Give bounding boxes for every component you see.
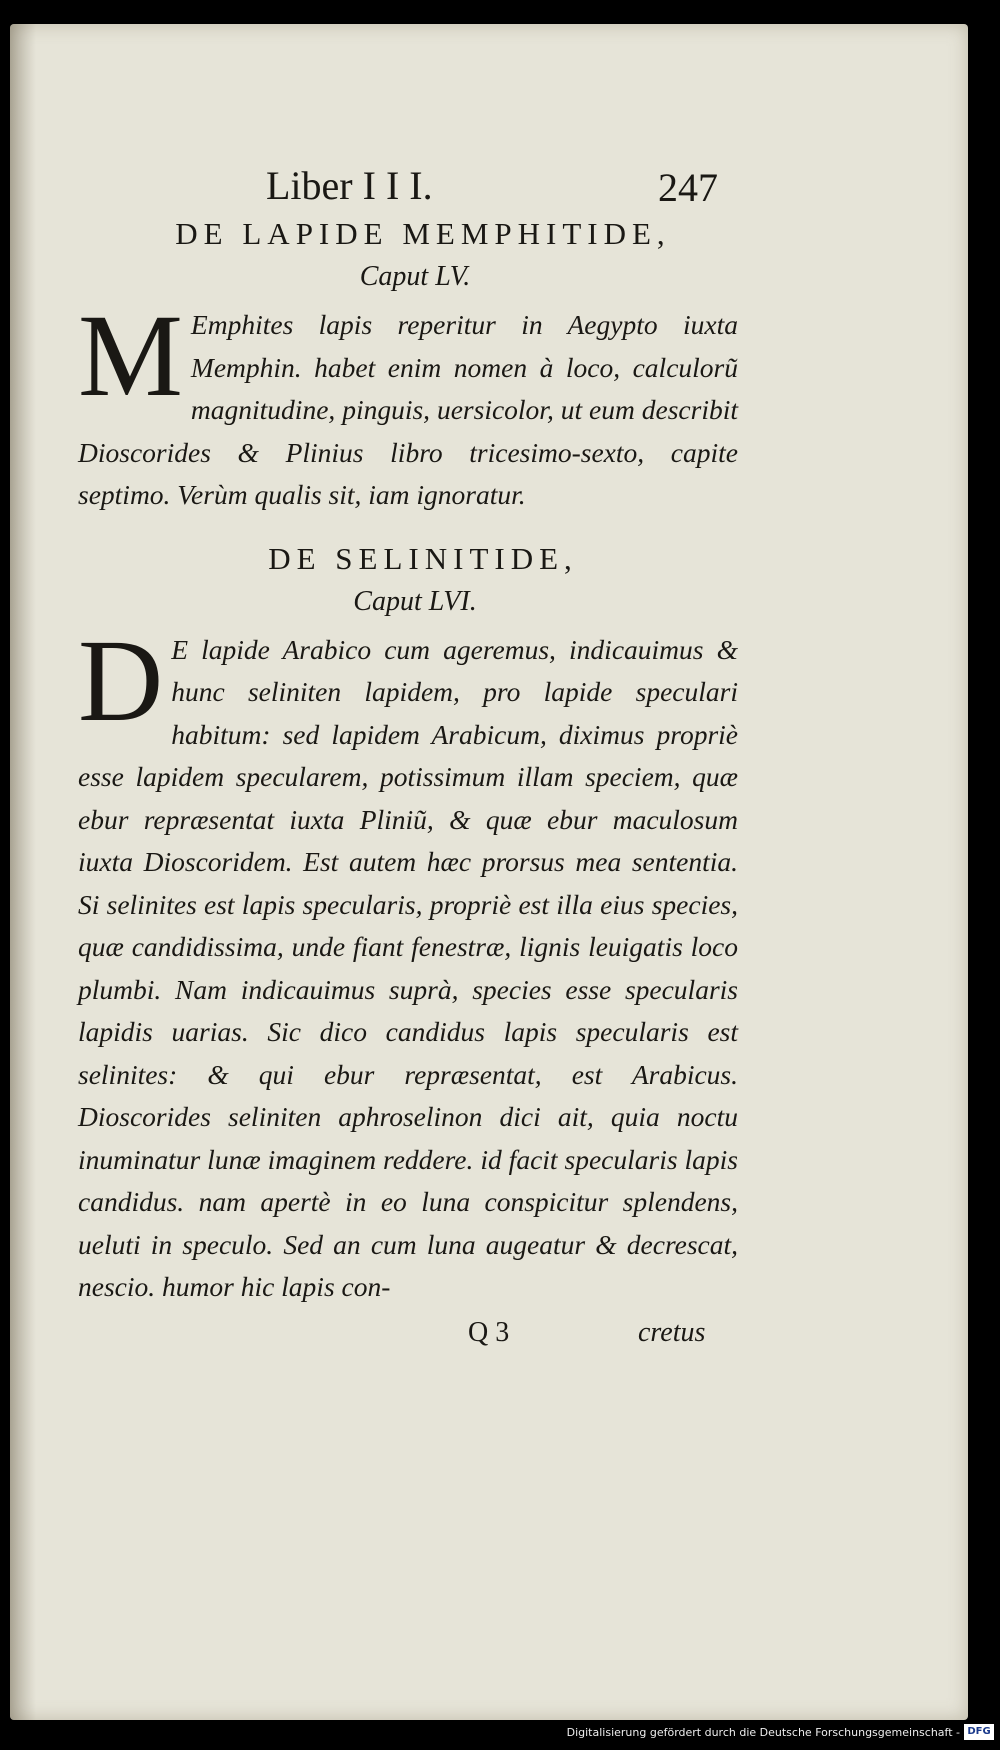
- drop-cap: D: [78, 614, 164, 746]
- paragraph: [78, 290, 738, 517]
- digitization-credit: Digitalisierung gefördert durch die Deutsche Forschungsgemeinschaft -: [566, 1726, 960, 1739]
- section-memphitide: [78, 212, 738, 517]
- running-head: Liber I I I.: [266, 163, 433, 208]
- paragraph: [78, 614, 738, 1309]
- chapter-number: Caput LV.: [359, 261, 471, 292]
- chapter-title: DE SELINITIDE,: [268, 540, 578, 576]
- dfg-logo: DFG: [964, 1724, 994, 1740]
- signature-mark: Q 3: [468, 1316, 510, 1348]
- drop-cap: M: [78, 290, 183, 421]
- chapter-title: DE LAPIDE MEMPHITIDE,: [175, 216, 671, 251]
- page-number: 247: [658, 165, 718, 210]
- text-block: [78, 162, 738, 1367]
- paragraph-text: E lapide Arabico cum ageremus, indicauimus & hunc seliniten lapidem, pro lapide speculari habitum: sed lapidem Arabicum, diximus propriè esse lapidem specularem, potissimum illam speciem, quæ ebur repræsentat iuxta Pliniũ, & quæ ebur maculosum iuxta Dioscoridem. Est autem hæc prorsus mea sententia. Si selinites est lapis specularis, propriè est illa eius species, quæ candidissima, unde fiant fenestræ, lignis leuigatis loco plumbi. Nam indicauimus suprà, species esse specularis lapidis uarias. Sic dico candidus lapis specularis est selinites: & qui ebur repræsentat, est Arabicus. Dioscorides seliniten aphroselinon dici ait, quia noctu inuminatur lunæ imaginem reddere. id facit specularis lapis candidus. nam apertè in eo luna conspicitur splendens, ueluti in speculo. Sed an cum luna augeatur & decrescat, nescio. humor hic lapis con-: [78, 633, 738, 1302]
- section-selinitide: [78, 537, 738, 1309]
- page-header: [78, 162, 738, 212]
- chapter-number: Caput LVI.: [353, 585, 477, 617]
- paragraph-text: Emphites lapis reperitur in Aegypto iuxta Memphin. habet enim nomen à loco, calculorũ magnitudine, pinguis, uersicolor, ut eum describit Dioscorides & Plinius libro tricesimo-sexto, capite septimo. Verùm qualis sit, iam ignoratur.: [78, 309, 738, 510]
- book-page: [10, 24, 968, 1720]
- page-footer: [78, 1317, 738, 1367]
- page-gutter-shadow: [10, 24, 36, 1720]
- catchword: cretus: [638, 1316, 706, 1348]
